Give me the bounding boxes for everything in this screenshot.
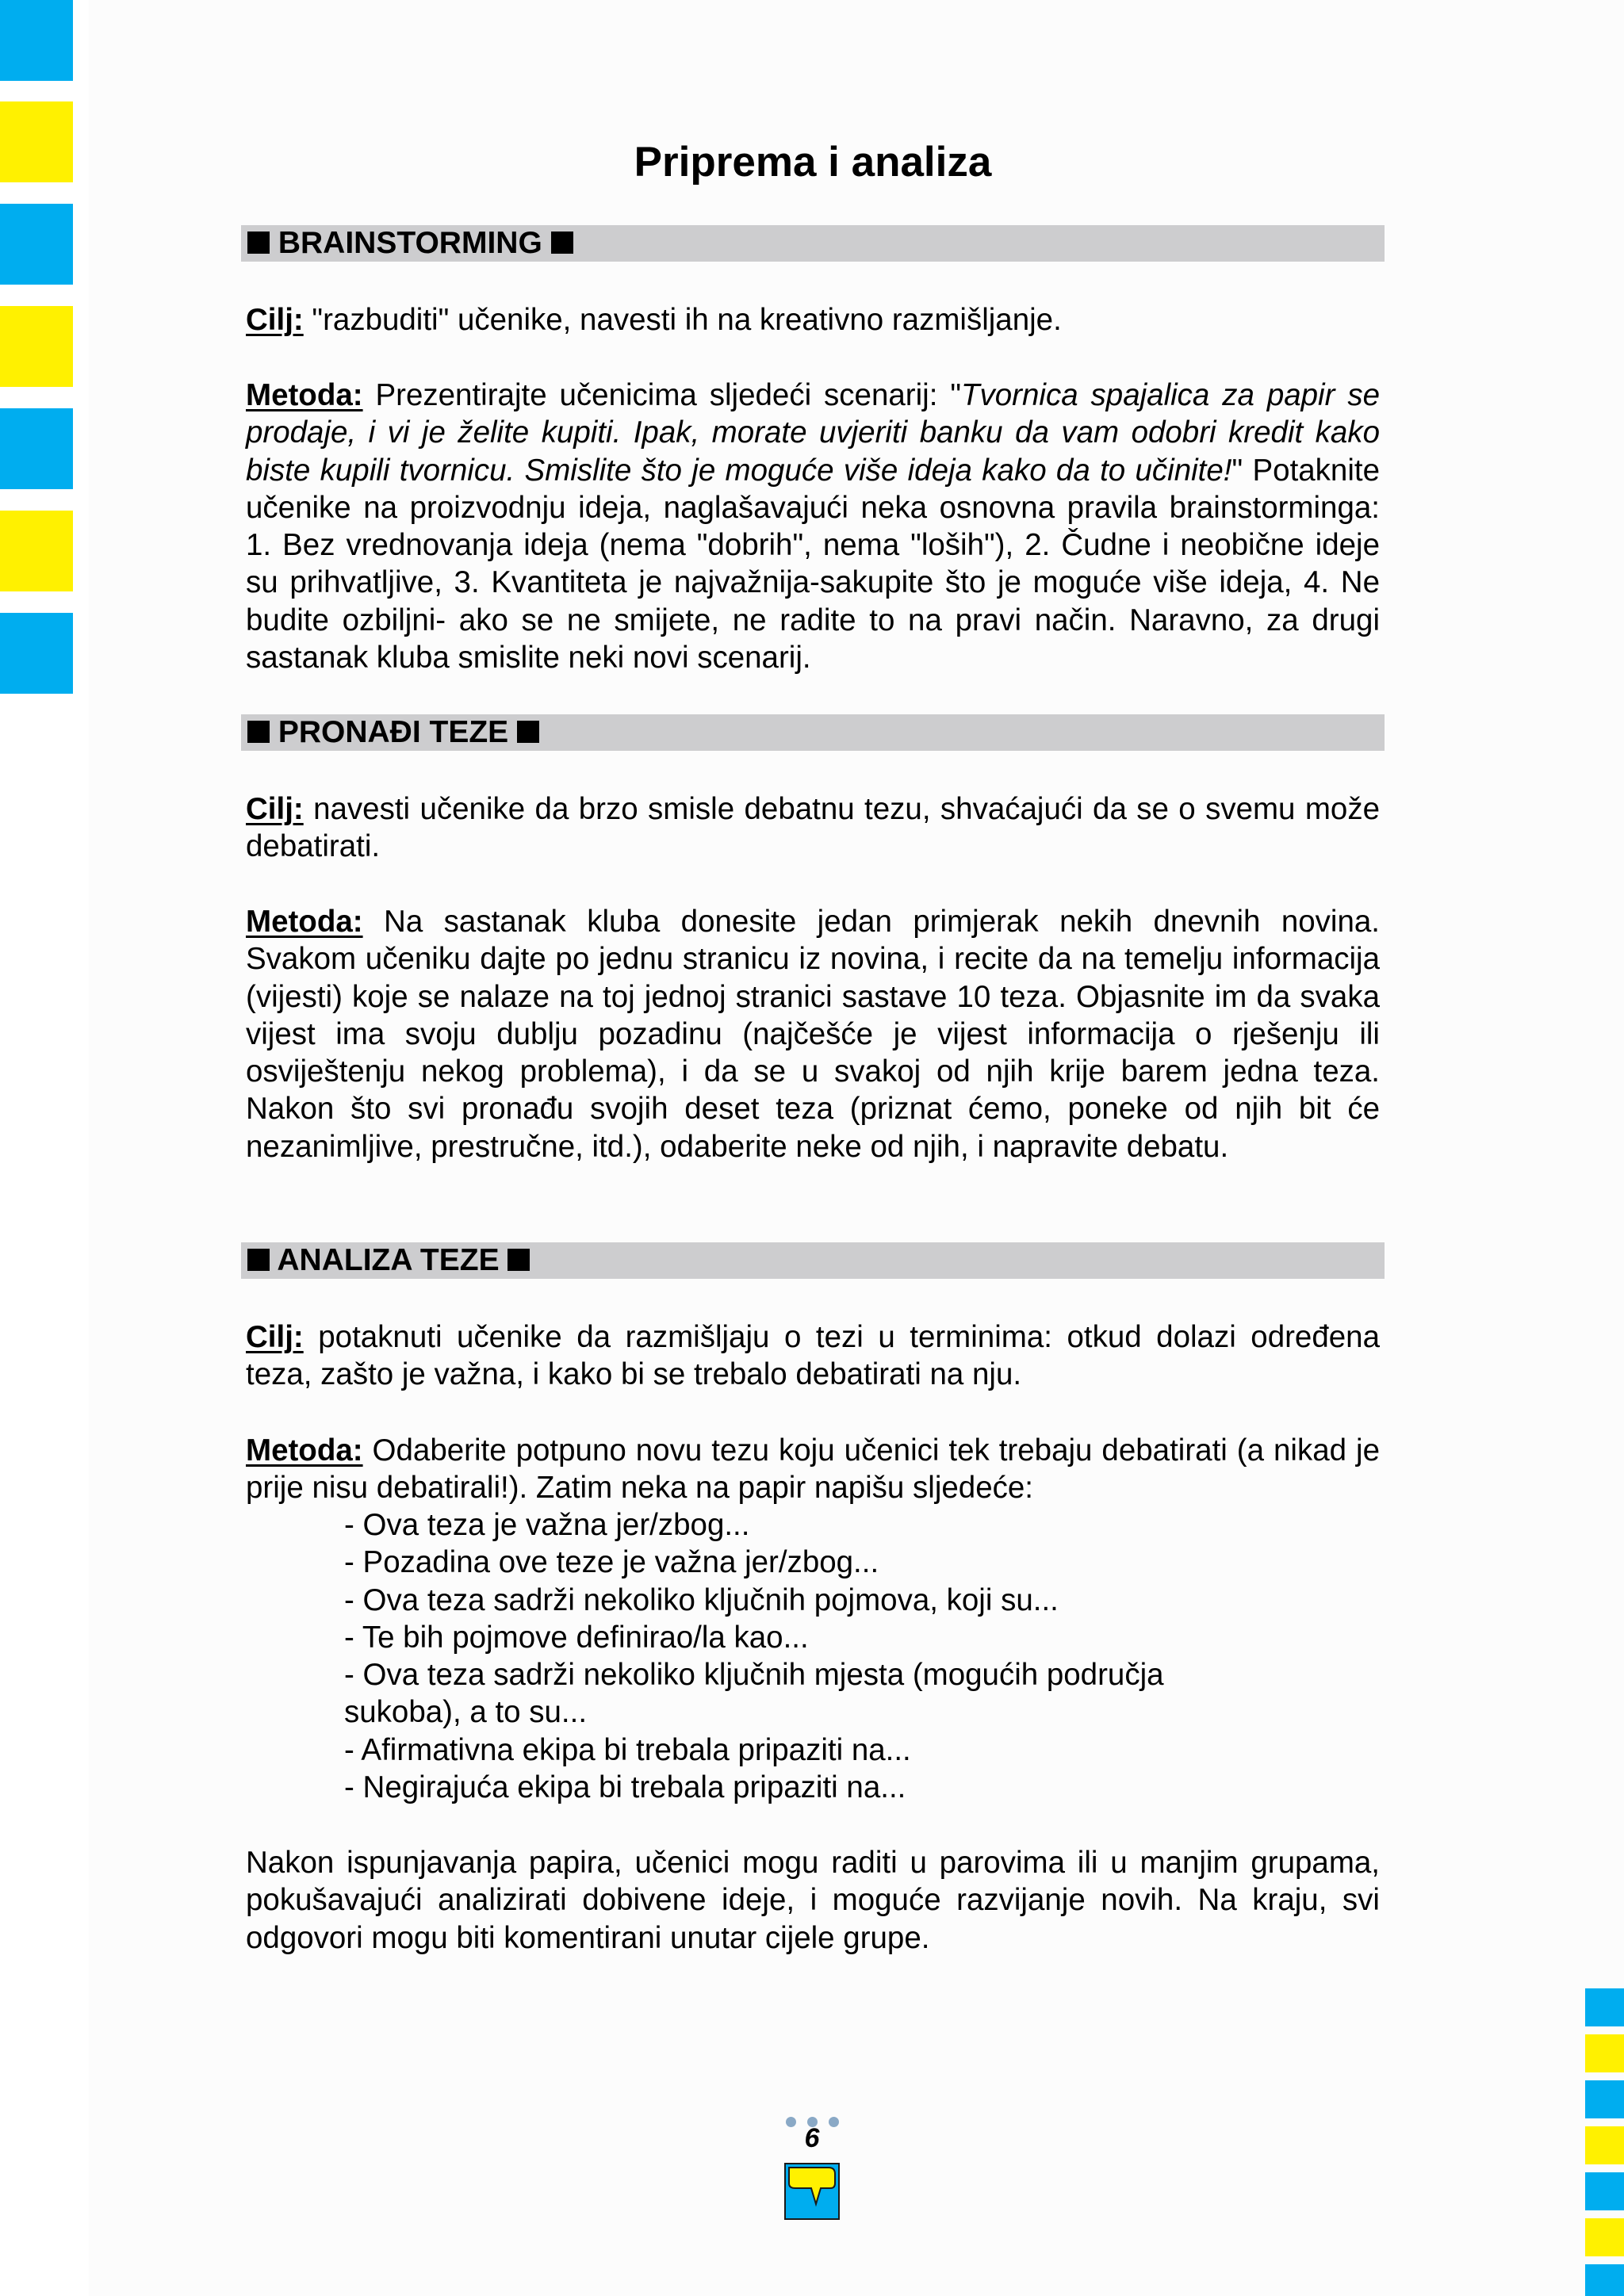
left-strip-block bbox=[0, 0, 73, 81]
list-item: - Pozadina ove teze je važna jer/zbog... bbox=[344, 1545, 879, 1580]
method-paragraph bbox=[246, 903, 1380, 1165]
section-heading-brainstorming bbox=[241, 225, 1385, 262]
black-square-icon bbox=[551, 232, 573, 254]
method-intro: Prezentirajte učenicima sljedeći scenarij: " bbox=[362, 378, 961, 412]
section-heading-pronadi-teze bbox=[241, 714, 1385, 751]
right-strip-block bbox=[1585, 2126, 1624, 2164]
right-strip-block bbox=[1585, 2264, 1624, 2296]
prompt-list bbox=[344, 1506, 1232, 1806]
left-strip-block bbox=[0, 511, 73, 591]
method-paragraph bbox=[246, 377, 1380, 676]
method-text: " Potaknite učenike na proizvodnju ideja, naglašavajući neka osnovna pravila brainstorminga: 1. Bez vrednovanja ideja (nema "dobrih", nema "loših"), 2. Čudne i neobične ideje su prihvatljive, 3. Kvantiteta je najvažnija-sakupite što je moguće više ideja, 4. Ne budite ozbiljni- ako se ne smijete, ne radite to na pravi način. Naravno, za drugi sastanak kluba smislite neki novi scenarij. bbox=[246, 453, 1381, 675]
right-strip-block bbox=[1585, 2080, 1624, 2118]
left-strip-block bbox=[0, 306, 73, 387]
page-number: 6 bbox=[804, 2123, 820, 2153]
closing-paragraph: Nakon ispunjavanja papira, učenici mogu raditi u parovima ili u manjim grupama, pokušavajući analizirati dobivene ideje, i moguće razvijanje novih. Na kraju, svi odgovori mogu biti komentirani unutar cijele grupe. bbox=[246, 1846, 1380, 1955]
method-label: Metoda: bbox=[246, 1433, 363, 1468]
right-strip-block bbox=[1585, 2172, 1624, 2210]
right-strip-block bbox=[1585, 1988, 1624, 2026]
goal-label: Cilj: bbox=[246, 792, 304, 826]
left-strip-block bbox=[0, 408, 73, 489]
section-heading-label: ANALIZA TEZE bbox=[277, 1243, 500, 1277]
black-square-icon bbox=[247, 721, 270, 743]
speech-bubble-logo-icon bbox=[784, 2163, 840, 2220]
list-item: - Te bih pojmove definirao/la kao... bbox=[344, 1620, 809, 1655]
left-strip-block bbox=[0, 613, 73, 694]
list-item: - Afirmativna ekipa bi trebala pripaziti na... bbox=[344, 1732, 911, 1767]
method-text: Na sastanak kluba donesite jedan primjerak nekih dnevnih novina. Svakom učeniku dajte po jednu stranicu iz novina, i recite da na temelju informacija (vijesti) koje se nalaze na toj jednoj stranici sastave 10 teza. Objasnite im da svaka vijest ima svoju dublju pozadinu (najčešće je vijest informacija o rješenju ili osviještenju nekog problema), i da se u svakoj od njih krije barem jedna teza. Nakon što svi pronađu svojih deset teza (priznat ćemo, poneke od njih bit će nezanimljive, prestručne, itd.), odaberite neke od njih, i napravite debatu. bbox=[246, 905, 1380, 1164]
black-square-icon bbox=[247, 232, 270, 254]
black-square-icon bbox=[517, 721, 539, 743]
right-strip-block bbox=[1585, 2218, 1624, 2256]
right-strip-block bbox=[1585, 2034, 1624, 2072]
list-item: - Negirajuća ekipa bi trebala pripaziti na... bbox=[344, 1770, 906, 1805]
black-square-icon bbox=[247, 1249, 270, 1271]
goal-text: "razbuditi" učenike, navesti ih na kreativno razmišljanje. bbox=[303, 303, 1062, 337]
method-text: Odaberite potpuno novu tezu koju učenici tek trebaju debatirati (a nikad je prije nisu debatirali!). Zatim neka na papir napišu sljedeće: bbox=[246, 1433, 1380, 1506]
goal-paragraph bbox=[246, 301, 1380, 339]
method-label: Metoda: bbox=[246, 905, 363, 939]
list-item: - Ova teza sadrži nekoliko ključnih pojmova, koji su... bbox=[344, 1582, 1059, 1617]
section-heading-analiza-teze bbox=[241, 1242, 1385, 1279]
list-item: - Ova teza sadrži nekoliko ključnih mjesta (mogućih područja sukoba), a to su... bbox=[344, 1658, 1164, 1730]
goal-paragraph bbox=[246, 1318, 1380, 1394]
method-paragraph bbox=[246, 1432, 1380, 1507]
black-square-icon bbox=[508, 1249, 530, 1271]
section-heading-label: BRAINSTORMING bbox=[278, 226, 542, 260]
method-label: Metoda: bbox=[246, 378, 363, 412]
left-strip-block bbox=[0, 204, 73, 285]
method-scenario: Tvornica spajalica za papir se prodaje, i vi je želite kupiti. Ipak, morate uvjeriti banku da vam odobri kredit kako biste kupili tvornicu. Smislite što je moguće više ideja kako da to učinite! bbox=[246, 378, 1380, 488]
section-heading-label: PRONAĐI TEZE bbox=[278, 715, 509, 749]
list-item: - Ova teza je važna jer/zbog... bbox=[344, 1508, 750, 1542]
goal-label: Cilj: bbox=[246, 1320, 304, 1354]
left-strip-block bbox=[0, 101, 73, 182]
page-title: Priprema i analiza bbox=[634, 139, 992, 186]
goal-text: navesti učenike da brzo smisle debatnu tezu, shvaćajući da se o svemu može debatirati. bbox=[246, 792, 1380, 864]
goal-label: Cilj: bbox=[246, 303, 304, 337]
goal-paragraph bbox=[246, 790, 1380, 866]
goal-text: potaknuti učenike da razmišljaju o tezi u terminima: otkud dolazi određena teza, zašto je važna, i kako bi se trebalo debatirati na nju. bbox=[246, 1320, 1380, 1392]
